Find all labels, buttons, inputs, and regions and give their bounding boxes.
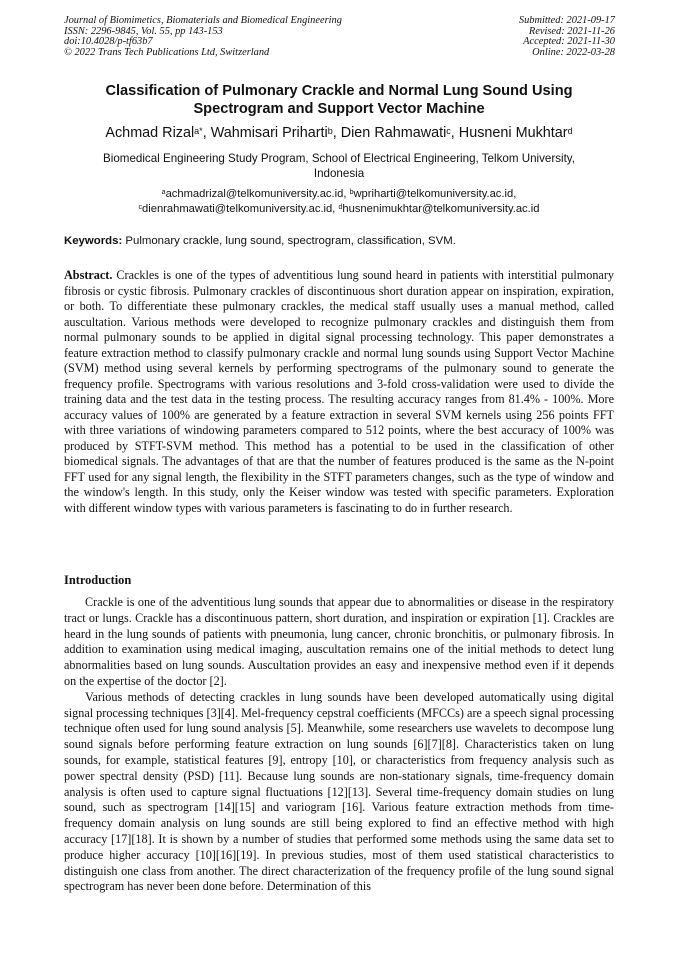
author-emails xyxy=(64,187,614,216)
author-name: Dien Rahmawati xyxy=(340,125,447,141)
title-line-2: Spectrogram and Support Vector Machine xyxy=(193,101,485,117)
journal-doi: doi:10.4028/p-tf63b7 xyxy=(64,36,153,48)
author-affil-mark: a* xyxy=(194,126,203,136)
keywords-label: Keywords: xyxy=(64,235,123,247)
abstract-text: Crackles is one of the types of adventitious lung sound heard in patients with interstitial pulmonary fibrosis or cystic fibrosis. Pulmonary crackles of discontinuous short duration appear on inspiration, expiration, or both. To differentiate these pulmonary crackles, the medical staff usually uses a manual method, called auscultation. Various methods were developed to recognize pulmonary crackles and distinguish them from normal pulmonary sounds to be applied in digital signal processing technology. This paper demonstrates a feature extraction method to classify pulmonary crackle and normal lung sounds using Support Vector Machine (SVM) method using several kernels by performing spectrograms of the pulmonary sound to generate the frequency profile. Spectrograms with various resolutions and 3-fold cross-validation were used to divide the training data and the test data in the testing process. The resulting accuracy ranges from 81.4% - 100%. More accuracy values of 100% are generated by a feature extraction in several SVM kernels using 256 points FFT with three variations of windowing parameters compared to 512 points, where the best accuracy of 100% was produced by STFT-SVM method. This method has a potential to be used in the classification of other biomedical signals. The advantages of that are that the number of features produced is the same as the N-point FFT used for any signal length, the flexibility in the STFT parameters changes, such as the type of window and the window's length. In this study, only the Keiser window was tested with specific parameters. Exploration with different window types with various parameters is fascinating to do in further research. xyxy=(64,268,614,515)
email-line-2 xyxy=(64,202,614,217)
author-separator: , xyxy=(202,125,211,141)
email-mark: a xyxy=(161,189,166,196)
email-c[interactable]: dienrahmawati@telkomuniversity.ac.id, xyxy=(142,202,339,215)
affiliation-line-1: Biomedical Engineering Study Program, School of Electrical Engineering, Telkom University, xyxy=(103,152,575,165)
email-a[interactable]: achmadrizal@telkomuniversity.ac.id, xyxy=(165,188,350,200)
journal-header xyxy=(64,16,342,58)
date-accepted: Accepted: 2021-11-30 xyxy=(523,36,615,48)
email-mark: b xyxy=(349,189,354,196)
author-name: Husneni Mukhtar xyxy=(458,125,568,141)
section-title-introduction: Introduction xyxy=(64,573,132,587)
author-affil-mark: c xyxy=(446,126,451,136)
abstract xyxy=(64,268,614,516)
dates-header xyxy=(519,16,615,58)
author-affil-mark: b xyxy=(327,126,333,136)
date-revised: Revised: 2021-11-26 xyxy=(528,25,615,37)
author-affil-mark: d xyxy=(567,126,573,136)
author-separator: , xyxy=(332,125,341,141)
keywords xyxy=(64,234,614,249)
paragraph: Various methods of detecting crackles in lung sounds have been developed automatically using digital signal processing techniques [3][4]. Mel-frequency cepstral coefficients (MFCCs) are a speech signal processing technique often used for lung sound analysis [5]. Meanwhile, some researchers use wavelets to decompose lung sound signals before performing feature extraction on lung sounds [6][7][8]. Characteristics taken on lung sounds, for example, statistical features [9], entropy [10], or characteristics from frequency analysis such as power spectral density (PSD) [11]. Because lung sounds are non-stationary signals, time-frequency domain analysis is often used to capture signal fluctuations [12][13]. Several time-frequency domain studies on lung sound, such as spectrogram [14][15] and variogram [16]. Various feature extraction methods from time-frequency domain analysis on lung sounds are still being explored to find an effective method with high accuracy [17][18]. It is shown by a number of studies that performed some methods using the same data set to produce higher accuracy [10][16][19]. In previous studies, most of them used statistical characteristics to distinguish one class from another. The direct characterization of the frequency profile of the lung sound signal spectrogram has never been done before. Determination of this xyxy=(64,689,614,894)
email-line-1 xyxy=(64,187,614,202)
author-name: Achmad Rizal xyxy=(105,125,195,141)
abstract-label: Abstract. xyxy=(64,268,113,282)
author-separator: , xyxy=(450,125,459,141)
email-mark: d xyxy=(338,203,343,211)
email-b[interactable]: wpriharti@telkomuniversity.ac.id, xyxy=(353,188,517,200)
date-online: Online: 2022-03-28 xyxy=(532,46,615,58)
introduction-body xyxy=(64,595,614,895)
email-d[interactable]: husnenimukhtar@telkomuniversity.ac.id xyxy=(342,202,540,215)
affiliation xyxy=(74,151,604,181)
author-name: Wahmisari Priharti xyxy=(210,125,328,141)
author-list xyxy=(64,124,614,142)
journal-issn: ISSN: 2296-9845, Vol. 55, pp 143-153 xyxy=(64,25,223,37)
title-line-1: Classification of Pulmonary Crackle and Normal Lung Sound Using xyxy=(105,83,573,99)
keywords-text: Pulmonary crackle, lung sound, spectrogram, classification, SVM. xyxy=(122,235,456,247)
date-submitted: Submitted: 2021-09-17 xyxy=(518,15,615,26)
paper-title xyxy=(64,82,614,118)
affiliation-line-2: Indonesia xyxy=(313,167,365,180)
journal-name: Journal of Biomimetics, Biomaterials and Biomedical Engineering xyxy=(64,15,342,26)
paragraph: Crackle is one of the adventitious lung sounds that appear due to abnormalities or disease in the respiratory tract or lungs. Crackle has a discontinuous pattern, short duration, and inspiration or expiration [1]. Crackles are heard in the lung sounds of patients with pneumonia, lung cancer, chronic bronchitis, or pulmonary fibrosis. In addition to examination using medical imaging, auscultation remains one of the initial methods to detect lung abnormalities based on lung sounds. Auscultation provides an easy and inexpensive method even if it depends on the expertise of the doctor [2]. xyxy=(64,595,614,688)
journal-copyright: © 2022 Trans Tech Publications Ltd, Switzerland xyxy=(64,46,270,58)
email-mark: c xyxy=(138,203,143,211)
